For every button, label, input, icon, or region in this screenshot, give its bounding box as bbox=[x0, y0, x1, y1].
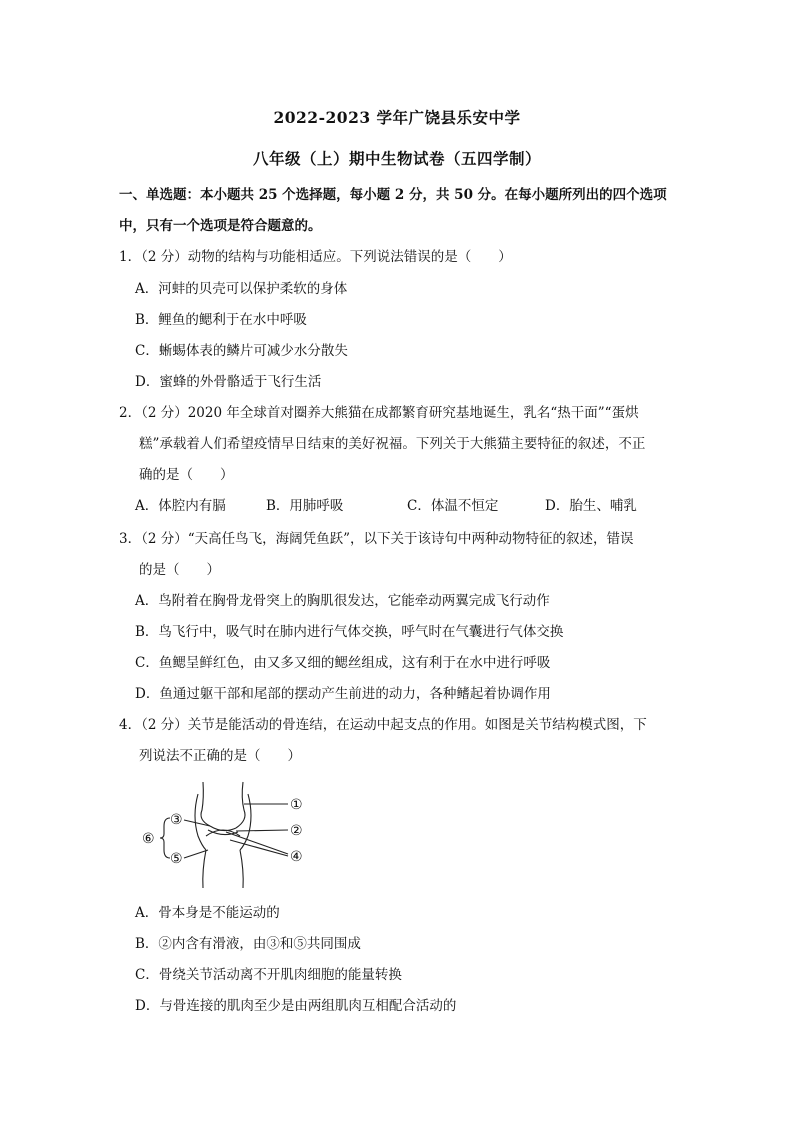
q4-stem-1: 4．（2 分）关节是能活动的骨连结，在运动中起支点的作用。如图是关节结构模式图，下 bbox=[119, 717, 647, 733]
q1-option-c: C．蜥蜴体表的鳞片可减少水分散失 bbox=[135, 343, 348, 359]
q2-option-c: C．体温不恒定 bbox=[407, 498, 499, 514]
q3-stem-2: 的是（ ） bbox=[139, 562, 220, 578]
q1-option-a: A．河蚌的贝壳可以保护柔软的身体 bbox=[135, 281, 348, 297]
leader-4b bbox=[230, 840, 288, 856]
q2-stem-1: 2．（2 分）2020 年全球首对圈养大熊猫在成都繁育研究基地诞生，乳名“热干面”“蛋烘 bbox=[119, 405, 639, 421]
q3-stem-1: 3．（2 分）“天高任鸟飞，海阔凭鱼跃”，以下关于该诗句中两种动物特征的叙述，错误 bbox=[119, 531, 634, 547]
leader-2 bbox=[236, 830, 288, 831]
q4-option-c: C．骨绕关节活动离不开肌肉细胞的能量转换 bbox=[135, 967, 402, 983]
joint-structure-diagram bbox=[140, 780, 320, 890]
q4-option-b: B．②内含有滑液，由③和⑤共同围成 bbox=[135, 936, 361, 952]
q4-stem-2: 列说法不正确的是（ ） bbox=[139, 748, 301, 764]
diagram-label-5: ⑤ bbox=[170, 851, 183, 867]
diagram-label-1: ① bbox=[290, 797, 303, 813]
section-heading: 一、单选题：本小题共 25 个选择题，每小题 2 分，共 50 分。在每小题所列出的四个选项中，只有一个选项是符合题意的。 bbox=[119, 187, 667, 234]
q4-option-d: D．与骨连接的肌肉至少是由两组肌肉互相配合活动的 bbox=[135, 998, 457, 1014]
q1-stem: 1．（2 分）动物的结构与功能相适应。下列说法错误的是（ ） bbox=[119, 249, 512, 265]
brace-6 bbox=[160, 818, 170, 858]
q4-option-a: A．骨本身是不能运动的 bbox=[135, 905, 280, 921]
q3-option-b: B．鸟飞行中，吸气时在肺内进行气体交换，呼气时在气囊进行气体交换 bbox=[135, 624, 564, 640]
joint-capsule-right bbox=[240, 794, 251, 850]
q2-stem-2: 糕”承载着人们希望疫情早日结束的美好祝福。下列关于大熊猫主要特征的叙述，不正 bbox=[139, 436, 646, 452]
q1-option-d: D．蜜蜂的外骨骼适于飞行生活 bbox=[135, 374, 322, 390]
q3-option-d: D．鱼通过躯干部和尾部的摆动产生前进的动力，各种鳍起着协调作用 bbox=[135, 686, 551, 702]
lower-bone-right-edge bbox=[240, 850, 243, 888]
upper-bone-left-edge bbox=[201, 782, 210, 826]
title-line-1: 2022-2023 学年广饶县乐安中学 bbox=[273, 108, 521, 127]
lower-bone-left-edge bbox=[203, 850, 206, 888]
q3-option-a: A．鸟附着在胸骨龙骨突上的胸肌很发达，它能牵动两翼完成飞行动作 bbox=[135, 593, 550, 609]
q2-stem-3: 确的是（ ） bbox=[139, 467, 234, 483]
q3-option-c: C．鱼鳃呈鲜红色，由又多又细的鳃丝组成，这有利于在水中进行呼吸 bbox=[135, 655, 551, 671]
diagram-label-6: ⑥ bbox=[142, 831, 155, 847]
q2-option-b: B．用肺呼吸 bbox=[266, 498, 344, 514]
diagram-label-3: ③ bbox=[170, 812, 183, 828]
q2-option-d: D．胎生、哺乳 bbox=[545, 498, 637, 514]
q1-option-b: B．鲤鱼的鳃利于在水中呼吸 bbox=[135, 312, 307, 328]
q2-option-a: A．体腔内有膈 bbox=[135, 498, 226, 514]
diagram-label-4: ④ bbox=[290, 849, 303, 865]
leader-4a bbox=[226, 832, 288, 854]
upper-bone-right-edge bbox=[236, 782, 245, 828]
title-line-2: 八年级（上）期中生物试卷（五四学制） bbox=[252, 149, 541, 168]
diagram-label-2: ② bbox=[290, 823, 303, 839]
